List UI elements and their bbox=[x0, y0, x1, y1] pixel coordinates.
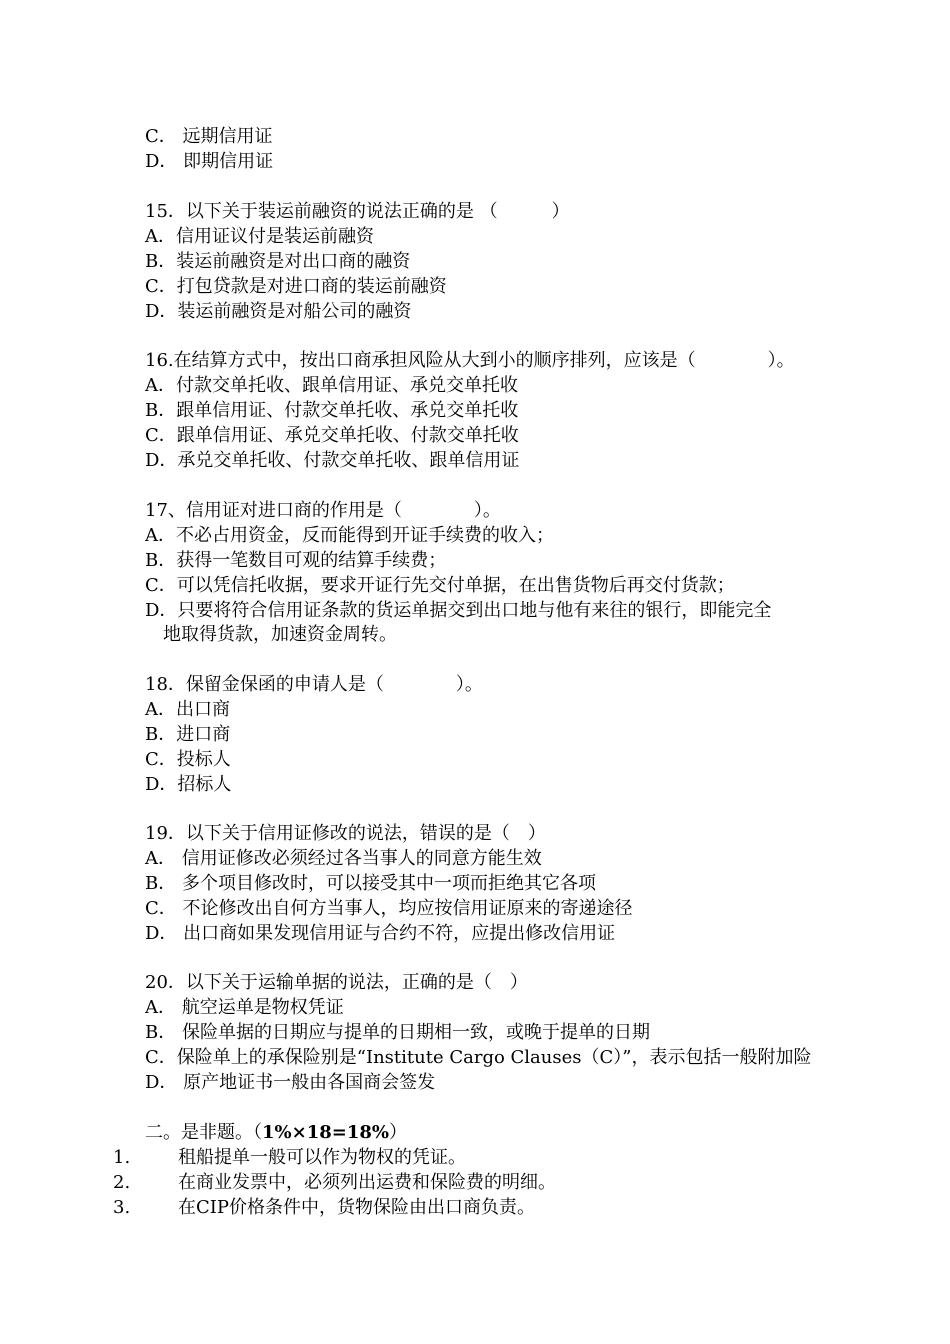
q16-option-b: B．跟单信用证、付款交单托收、承兑交单托收 bbox=[145, 400, 519, 421]
section2-heading-suffix: ） bbox=[389, 1122, 407, 1143]
q16-option-d: D．承兑交单托收、付款交单托收、跟单信用证 bbox=[145, 450, 520, 471]
section2-item-2-text: 在商业发票中，必须列出运费和保险费的明细。 bbox=[178, 1172, 556, 1193]
q20-option-d: D． 原产地证书一般由各国商会签发 bbox=[145, 1072, 436, 1093]
q15-option-c: C．打包贷款是对进口商的装运前融资 bbox=[145, 276, 447, 297]
q17-option-d-continuation: 地取得货款，加速资金周转。 bbox=[163, 624, 397, 645]
q15-stem: 15．以下关于装运前融资的说法正确的是 （ ） bbox=[145, 201, 570, 222]
q15-option-b: B．装运前融资是对出口商的融资 bbox=[145, 251, 411, 272]
q18-stem: 18．保留金保函的申请人是（ ）。 bbox=[145, 674, 483, 695]
q16-stem: 16.在结算方式中，按出口商承担风险从大到小的顺序排列，应该是（ ）。 bbox=[145, 350, 795, 371]
section2-item-1-number: 1. bbox=[113, 1147, 131, 1168]
q18-option-a: A．出口商 bbox=[145, 699, 230, 720]
q17-option-d: D．只要将符合信用证条款的货运单据交到出口地与他有来往的银行，即能完全 bbox=[145, 600, 772, 621]
q15-option-a: A．信用证议付是装运前融资 bbox=[145, 226, 374, 247]
q17-stem: 17、信用证对进口商的作用是（ ）。 bbox=[145, 500, 501, 521]
q19-option-d: D． 出口商如果发现信用证与合约不符，应提出修改信用证 bbox=[145, 923, 616, 944]
section2-heading-prefix: 二。是非题。（ bbox=[145, 1122, 262, 1143]
q15-option-d: D．装运前融资是对船公司的融资 bbox=[145, 301, 412, 322]
q17-option-c: C．可以凭信托收据，要求开证行先交付单据，在出售货物后再交付货款； bbox=[145, 575, 735, 596]
section2-item-2-number: 2. bbox=[113, 1172, 131, 1193]
q20-option-b: B． 保险单据的日期应与提单的日期相一致，或晚于提单的日期 bbox=[145, 1022, 650, 1043]
q14-option-c: C． 远期信用证 bbox=[145, 126, 273, 147]
q19-option-a: A． 信用证修改必须经过各当事人的同意方能生效 bbox=[145, 848, 542, 869]
q17-option-a: A．不必占用资金，反而能得到开证手续费的收入； bbox=[145, 525, 554, 546]
q20-stem: 20．以下关于运输单据的说法，正确的是（ ） bbox=[145, 972, 528, 993]
q18-option-c: C．投标人 bbox=[145, 749, 231, 770]
section2-item-3-text: 在CIP价格条件中，货物保险由出口商负责。 bbox=[178, 1197, 535, 1218]
section2-item-3-number: 3. bbox=[113, 1197, 131, 1218]
q19-option-c: C． 不论修改出自何方当事人，均应按信用证原来的寄递途径 bbox=[145, 898, 633, 919]
q18-option-b: B．进口商 bbox=[145, 724, 231, 745]
q16-option-a: A．付款交单托收、跟单信用证、承兑交单托收 bbox=[145, 375, 518, 396]
q14-option-d: D． 即期信用证 bbox=[145, 151, 274, 172]
q18-option-d: D．招标人 bbox=[145, 774, 232, 795]
section2-item-1-text: 租船提单一般可以作为物权的凭证。 bbox=[178, 1147, 466, 1168]
q19-option-b: B． 多个项目修改时，可以接受其中一项而拒绝其它各项 bbox=[145, 873, 596, 894]
section2-heading bbox=[145, 1120, 407, 1145]
q17-option-b: B．获得一笔数目可观的结算手续费； bbox=[145, 550, 447, 571]
q20-option-a: A． 航空运单是物权凭证 bbox=[145, 997, 344, 1018]
q16-option-c: C．跟单信用证、承兑交单托收、付款交单托收 bbox=[145, 425, 519, 446]
q20-option-c: C．保险单上的承保险别是“Institute Cargo Clauses（C）”，表示包括一般附加险 bbox=[145, 1047, 812, 1068]
q19-stem: 19．以下关于信用证修改的说法，错误的是（ ） bbox=[145, 823, 546, 844]
section2-heading-score: 1%×18=18% bbox=[262, 1122, 389, 1143]
